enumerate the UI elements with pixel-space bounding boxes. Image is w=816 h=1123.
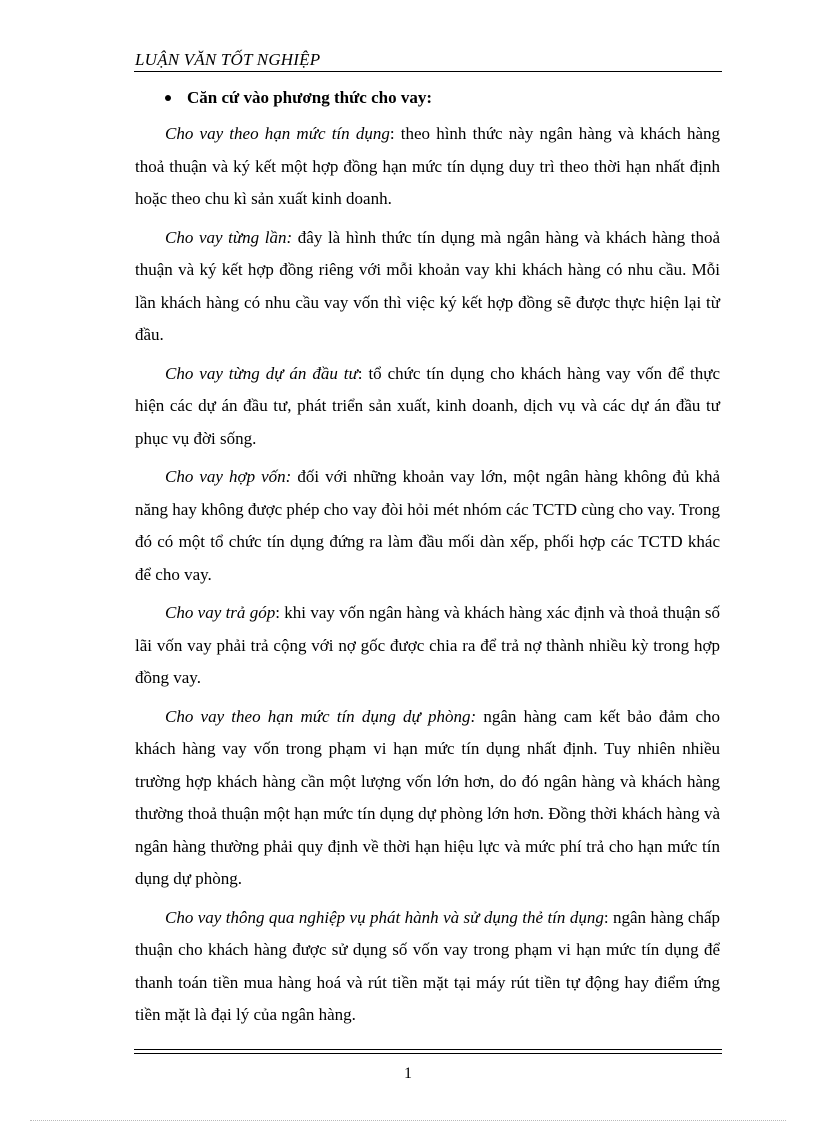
paragraph-lead: Cho vay từng lần: (165, 227, 293, 247)
page-bottom-divider (30, 1120, 786, 1121)
paragraph-body: đây là hình thức tín dụng mà ngân hàng và khách hàng thoả thuận và ký kết hợp đồng riêng với mỗi khoản vay khi khách hàng có nhu cầu. Mỗi lần khách hàng có nhu cầu vay vốn thì việc ký kết hợp đồng sẽ được thực hiện lại từ đầu. (135, 227, 720, 344)
page-number: 1 (404, 1065, 412, 1082)
bullet-heading (135, 82, 720, 114)
paragraph-lead: Cho vay theo hạn mức tín dụng (165, 124, 390, 143)
paragraph-single-loan (135, 222, 720, 352)
running-header-title: LUẬN VĂN TỐT NGHIỆP (135, 50, 321, 69)
paragraph-credit-line (135, 118, 720, 216)
page-body (135, 82, 720, 1038)
paragraph-syndicated-loan (135, 461, 720, 591)
paragraph-lead: Cho vay trả góp (165, 603, 276, 622)
paragraph-project-loan (135, 358, 720, 456)
paragraph-body: đối với những khoản vay lớn, một ngân hàng không đủ khả năng hay không được phép cho vay đòi hỏi mét nhóm các TCTD cùng cho vay. Trong đó có một tổ chức tín dụng đứng ra làm đầu mối dàn xếp, phối hợp các TCTD khác để cho vay. (135, 467, 720, 584)
paragraph-body: : ngân hàng chấp thuận cho khách hàng được sử dụng số vốn vay trong phạm vi hạn mức tín dụng để thanh toán tiền mua hàng hoá và rút tiền mặt tại máy rút tiền tự động hay điểm ứng tiền mặt là đại lý của ngân hàng. (135, 907, 720, 1024)
paragraph-lead: Cho vay hợp vốn: (165, 467, 292, 486)
footer-rule-top (134, 1049, 722, 1050)
paragraph-lead: Cho vay theo hạn mức tín dụng dự phòng: (165, 706, 477, 726)
paragraph-lead: Cho vay thông qua nghiệp vụ phát hành và sử dụng thẻ tín dụng (165, 907, 604, 927)
bullet-icon (165, 95, 171, 101)
paragraph-body: ngân hàng cam kết bảo đảm cho khách hàng vay vốn trong phạm vi hạn mức tín dụng nhất định. Tuy nhiên nhiều trường hợp khách hàng cần một lượng vốn lớn hơn, do đó ngân hàng và khách hàng thường thoả thuận một hạn mức tín dụng dự phòng lớn hơn. Đồng thời khách hàng và ngân hàng thường phải quy định về thời hạn hiệu lực và mức phí trả cho hạn mức tín dụng dự phòng. (135, 706, 720, 888)
footer-rule-bottom (134, 1053, 722, 1054)
bullet-heading-text: Căn cứ vào phương thức cho vay: (187, 88, 432, 107)
paragraph-standby-credit (135, 701, 720, 896)
header-rule (134, 71, 722, 72)
paragraph-body: : khi vay vốn ngân hàng và khách hàng xác định và thoả thuận số lãi vốn vay phải trả cộng với nợ gốc được chia ra để trả nợ thành nhiều kỳ trong hợp đồng vay. (135, 603, 720, 687)
paragraph-body: : tổ chức tín dụng cho khách hàng vay vốn để thực hiện các dự án đầu tư, phát triển sản xuất, kinh doanh, dịch vụ và các dự án đầu tư phục vụ đời sống. (135, 363, 721, 448)
paragraph-installment-loan (135, 597, 720, 695)
paragraph-credit-card-loan (135, 902, 720, 1032)
paragraph-lead: Cho vay từng dự án đầu tư (165, 363, 358, 383)
paragraph-body: : theo hình thức này ngân hàng và khách hàng thoả thuận và ký kết một hợp đồng hạn mức tín dụng duy trì theo thời hạn nhất định hoặc theo chu kì sản xuất kinh doanh. (135, 124, 720, 208)
